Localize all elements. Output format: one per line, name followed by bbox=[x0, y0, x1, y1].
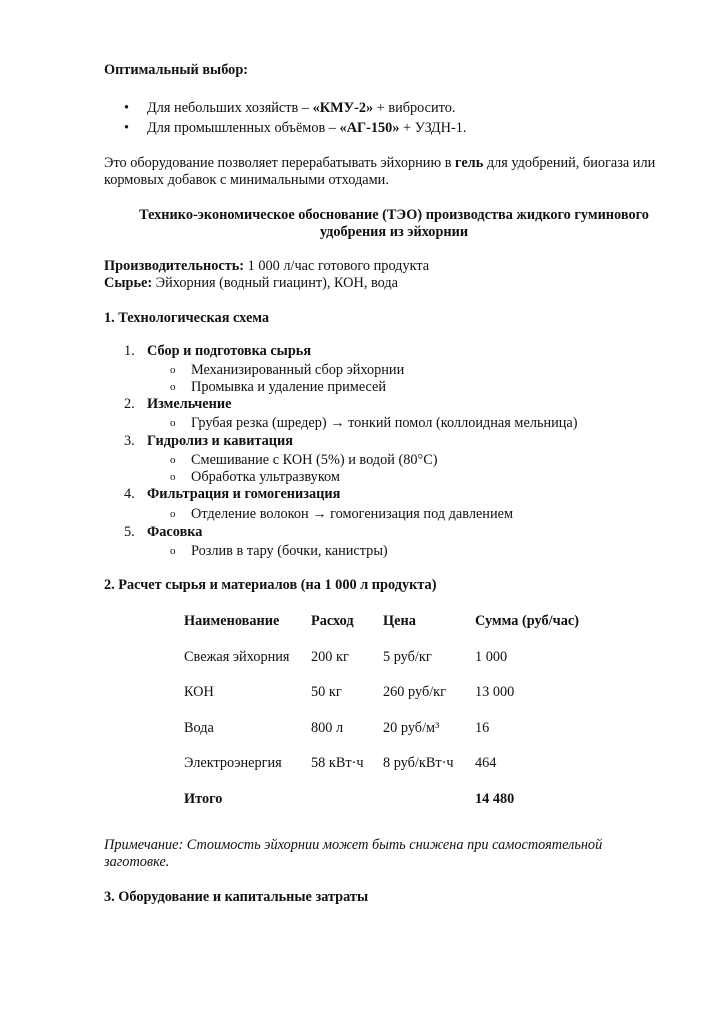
circle-bullet-icon: o bbox=[170, 508, 176, 520]
table-note: Примечание: Стоимость эйхорнии может быть снижена при самостоятельной bbox=[104, 837, 603, 853]
substep-item: o Грубая резка (шредер) → тонкий помол (коллоидная мельница) bbox=[170, 415, 578, 431]
substep-item: o Отделение волокон → гомогенизация под давлением bbox=[170, 506, 514, 522]
optimal-paragraph-line2: кормовых добавок с минимальными отходами. bbox=[104, 172, 389, 188]
bullet-icon: • bbox=[124, 100, 130, 116]
step-item: 2. Измельчение bbox=[124, 396, 232, 412]
section2-title: 2. Расчет сырья и материалов (на 1 000 л продукта) bbox=[104, 577, 437, 593]
section1-title: 1. Технологическая схема bbox=[104, 310, 270, 326]
materials-table bbox=[184, 613, 595, 811]
circle-bullet-icon: o bbox=[170, 381, 176, 393]
substep-item: o Механизированный сбор эйхорнии bbox=[170, 362, 405, 378]
teo-title-line2: удобрения из эйхорнии bbox=[319, 224, 469, 240]
table-row: Вода 800 л 20 руб/м³ 16 bbox=[184, 720, 490, 736]
optimal-paragraph: Это оборудование позволяет перерабатывать эйхорнию в гель для удобрений, биогаза или bbox=[104, 155, 656, 171]
step-item: 3. Гидролиз и кавитация bbox=[124, 433, 294, 449]
circle-bullet-icon: o bbox=[170, 454, 176, 466]
table-row: КОН 50 кг 260 руб/кг 13 000 bbox=[184, 684, 515, 700]
step-item: 4. Фильтрация и гомогенизация bbox=[124, 486, 341, 502]
table-header-row: Наименование Расход Цена Сумма (руб/час) bbox=[184, 613, 579, 629]
step-item: 5. Фасовка bbox=[124, 524, 203, 540]
table-total-row: Итого 14 480 bbox=[184, 791, 515, 807]
table-note-line2: заготовке. bbox=[104, 854, 170, 870]
raw-material-line: Сырье: Эйхорния (водный гиацинт), КОН, вода bbox=[104, 275, 398, 291]
optimal-heading: Оптимальный выбор: bbox=[104, 62, 249, 78]
list-item: • Для небольших хозяйств – «КМУ-2» + вибросито. bbox=[124, 100, 456, 116]
circle-bullet-icon: o bbox=[170, 471, 176, 483]
circle-bullet-icon: o bbox=[170, 545, 176, 557]
teo-title: Технико-экономическое обоснование (ТЭО) производства жидкого гуминового bbox=[139, 207, 649, 223]
substep-item: o Розлив в тару (бочки, канистры) bbox=[170, 543, 388, 559]
section3-title: 3. Оборудование и капитальные затраты bbox=[104, 889, 369, 905]
substep-item: o Смешивание с КОН (5%) и водой (80°C) bbox=[170, 452, 438, 468]
bullet-icon: • bbox=[124, 120, 130, 136]
list-item: • Для промышленных объёмов – «АГ-150» + УЗДН-1. bbox=[124, 120, 467, 136]
step-item: 1. Сбор и подготовка сырья bbox=[124, 343, 312, 359]
substep-item: o Обработка ультразвуком bbox=[170, 469, 340, 485]
table-row: Свежая эйхорния 200 кг 5 руб/кг 1 000 bbox=[184, 649, 508, 665]
productivity-line: Производительность: 1 000 л/час готового продукта bbox=[104, 258, 430, 274]
circle-bullet-icon: o bbox=[170, 364, 176, 376]
circle-bullet-icon: o bbox=[170, 417, 176, 429]
table-row: Электроэнергия 58 кВт·ч 8 руб/кВт·ч 464 bbox=[184, 755, 497, 771]
substep-item: o Промывка и удаление примесей bbox=[170, 379, 387, 395]
